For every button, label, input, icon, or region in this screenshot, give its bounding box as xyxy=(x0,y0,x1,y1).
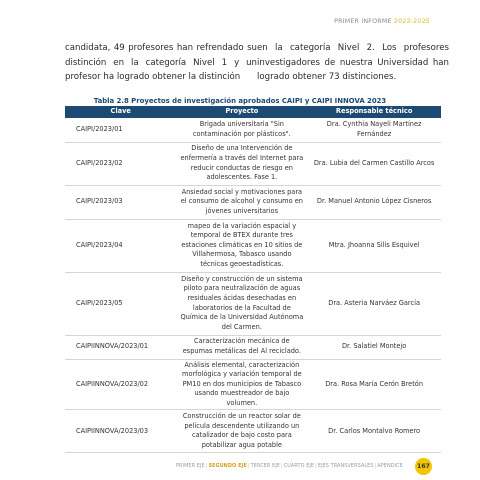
table-row xyxy=(65,142,441,185)
header-responsable: Responsable técnico xyxy=(307,106,441,118)
nav-item-ejes-transversales[interactable]: EJES TRANSVERSALES xyxy=(317,463,374,469)
header-label: PRIMER INFORME xyxy=(334,18,392,25)
nav-item-segundo-eje[interactable]: SEGUNDO EJE xyxy=(208,463,247,469)
running-header xyxy=(334,18,430,25)
nav-item-apendice[interactable]: APÉNDICE xyxy=(377,463,403,469)
table-header-row xyxy=(65,106,441,118)
body-text-left: candidata, 49 profesores han refrendado su distinción en la categoría Nivel 1 y un profesor ha logrado obtener la distinción xyxy=(65,43,257,83)
cell-proyecto: Diseño de una Intervención de enfermería a través del Internet para reducir conductas de riesgo en adolescentes. Fase 1. xyxy=(176,142,307,185)
body-text-right: en la categoría Nivel 2. Los profesores investigadores de nuestra Universidad han logrado obtener 73 distinciones. xyxy=(257,43,449,83)
header-years: 2022-2025 xyxy=(393,18,430,25)
cell-clave: CAIPIINNOVA/2023/01 xyxy=(65,335,176,359)
cell-clave: CAIPI/2023/03 xyxy=(65,185,176,219)
cell-responsable: Dra. Cynthia Nayeli Martínez Fernández xyxy=(307,118,441,142)
cell-clave: CAIPI/2023/01 xyxy=(65,118,176,142)
cell-proyecto: Construcción de un reactor solar de película descendente utilizando un catalizador de bajo costo para potabilizar agua potable xyxy=(176,410,307,453)
cell-responsable: Dra. Lubia del Carmen Castillo Arcos xyxy=(307,142,441,185)
cell-responsable: Mtra. Jhoanna Silis Esquivel xyxy=(307,219,441,272)
cell-proyecto: Caracterización mecánica de espumas metálicas del Al reciclado. xyxy=(176,335,307,359)
table-row xyxy=(65,219,441,272)
nav-item-tercer-eje[interactable]: TERCER EJE xyxy=(250,463,280,469)
cell-clave: CAIPIINNOVA/2023/03 xyxy=(65,410,176,453)
page-number: 167 xyxy=(415,458,432,475)
table-row xyxy=(65,118,441,142)
table-row xyxy=(65,359,441,410)
cell-clave: CAIPIINNOVA/2023/02 xyxy=(65,359,176,410)
cell-proyecto: Análisis elemental, caracterización morfológica y variación temporal de PM10 en dos municipios de Tabasco usando muestreador de bajo volumen. xyxy=(176,359,307,410)
cell-clave: CAIPI/2023/04 xyxy=(65,219,176,272)
header-clave: Clave xyxy=(65,106,176,118)
header-proyecto: Proyecto xyxy=(176,106,307,118)
cell-clave: CAIPI/2023/02 xyxy=(65,142,176,185)
table-row xyxy=(65,185,441,219)
table-row xyxy=(65,410,441,453)
cell-responsable: Dr. Salatiel Montejo xyxy=(307,335,441,359)
cell-proyecto: Diseño y construcción de un sistema piloto para neutralización de aguas residuales ácidas desechadas en laboratorios de la Facultad de Química de la Universidad Autónoma del Carmen. xyxy=(176,272,307,335)
cell-proyecto: mapeo de la variación espacial y temporal de BTEX durante tres estaciones climáticas en 10 sitios de Villahermosa, Tabasco usando técnicas geoestadísticas. xyxy=(176,219,307,272)
nav-item-cuarto-eje[interactable]: CUARTO EJE xyxy=(283,463,315,469)
cell-responsable: Dra. Asteria Narváez García xyxy=(307,272,441,335)
nav-item-primer-eje[interactable]: PRIMER EJE xyxy=(176,463,205,469)
cell-clave: CAIPI/2023/05 xyxy=(65,272,176,335)
projects-table xyxy=(65,106,441,453)
cell-responsable: Dra. Rosa María Cerón Bretón xyxy=(307,359,441,410)
table-row xyxy=(65,335,441,359)
cell-proyecto: Brigada universitaria "Sin contaminación por plásticos". xyxy=(176,118,307,142)
cell-responsable: Dr. Manuel Antonio López Cisneros xyxy=(307,185,441,219)
section-nav: PRIMER EJE|SEGUNDO EJE|TERCER EJE|CUARTO EJE|EJES TRANSVERSALES|APÉNDICE xyxy=(176,463,403,469)
table-row xyxy=(65,272,441,335)
table-title: Tabla 2.8 Proyectos de investigación aprobados CAIPI y CAIPI INNOVA 2023 xyxy=(93,97,387,105)
cell-proyecto: Ansiedad social y motivaciones para el consumo de alcohol y consumo en jóvenes universitarios xyxy=(176,185,307,219)
cell-responsable: Dr. Carlos Montalvo Romero xyxy=(307,410,441,453)
